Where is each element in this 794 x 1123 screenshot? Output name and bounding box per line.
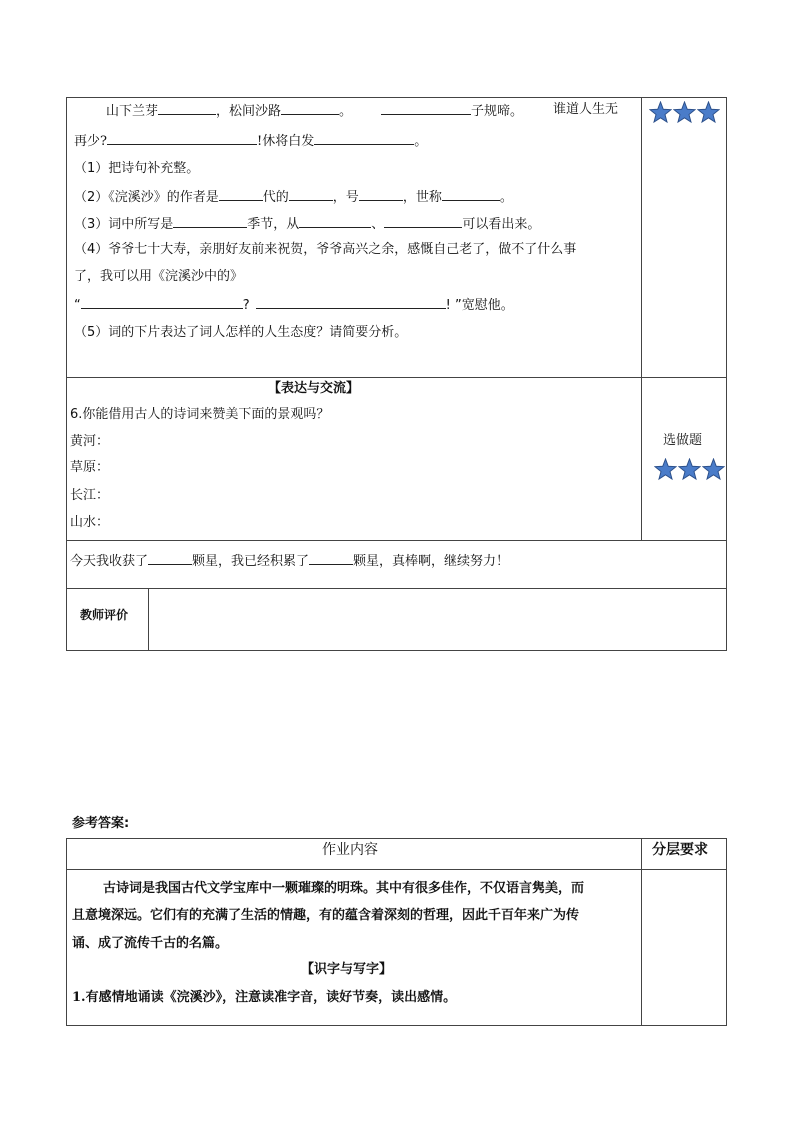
question-2 (74, 188, 513, 206)
question-text: “ (74, 298, 81, 313)
fill-blank[interactable] (107, 132, 257, 145)
fill-blank[interactable] (256, 296, 446, 309)
question-3 (74, 215, 540, 233)
intro-text: 且意境深远。它们有的充满了生活的情趣，有的蕴含着深刻的哲理，因此千百年来广为传 (72, 908, 580, 923)
fill-blank[interactable] (148, 552, 192, 565)
section-heading: 【表达与交流】 (268, 381, 360, 396)
question-text: ，号 (332, 190, 359, 205)
answer-item-1: 1.有感情地诵读《浣溪沙》，注意读准字音，读好节奏，读出感情。 (72, 990, 457, 1005)
teacher-eval-field[interactable] (150, 590, 725, 648)
star-icon (654, 458, 677, 481)
poem-text: 再少? (74, 134, 107, 149)
fill-blank[interactable] (299, 215, 371, 228)
star-icon (678, 458, 701, 481)
column-header-requirement: 分层要求 (652, 842, 708, 858)
intro-text: 古诗词是我国古代文学宝库中一颗璀璨的明珠。其中有很多佳作，不仅语言隽美，而 (103, 881, 585, 896)
question-4: （4）爷爷七十大寿，亲朋好友前来祝贺，爷爷高兴之余，感慨自己老了，做不了什么事 (74, 242, 577, 257)
question-text: 、 (371, 217, 385, 232)
item-grassland: 草原： (70, 460, 110, 475)
fill-blank[interactable] (314, 132, 414, 145)
poem-text: 。 (339, 104, 353, 119)
poem-text: 。 (414, 134, 428, 149)
summary-text: 颗星，我已经积累了 (192, 554, 310, 569)
fill-blank[interactable] (173, 215, 247, 228)
optional-label: 选做题 (663, 433, 703, 448)
question-text: 。 (499, 190, 513, 205)
item-yellow-river: 黄河： (70, 434, 110, 449)
poem-text: !休将白发 (256, 134, 315, 149)
fill-blank[interactable] (219, 188, 263, 201)
section-heading: 【识字与写字】 (301, 962, 393, 977)
summary-line (70, 552, 509, 570)
star-icon (697, 101, 720, 124)
fill-blank[interactable] (359, 188, 403, 201)
item-yangtze: 长江： (70, 488, 110, 503)
fill-blank[interactable] (442, 188, 500, 201)
question-1: （1）把诗句补充整。 (74, 161, 200, 176)
question-4-line-2: 了，我可以用《浣溪沙中的》 (74, 269, 244, 284)
rating-stars (654, 458, 726, 485)
question-6: 6.你能借用古人的诗词来赞美下面的景观吗？ (70, 407, 330, 422)
fill-blank[interactable] (81, 296, 243, 309)
poem-text: 山下兰芽 (106, 104, 159, 119)
question-text: ? (242, 298, 250, 313)
fill-blank[interactable] (158, 102, 216, 115)
question-text: ! ”宽慰他。 (445, 298, 514, 313)
poem-line-2 (74, 132, 427, 150)
question-text: ，世称 (402, 190, 442, 205)
column-header-content: 作业内容 (322, 842, 378, 858)
summary-text: 今天我收获了 (70, 554, 149, 569)
question-5: （5）词的下片表达了词人怎样的人生态度？请简要分析。 (74, 325, 408, 340)
poem-text: 谁道人生无 (553, 102, 619, 117)
fill-blank[interactable] (289, 188, 333, 201)
answers-title: 参考答案: (72, 816, 130, 831)
star-icon (702, 458, 725, 481)
question-text: （3）词中所写是 (74, 217, 174, 232)
poem-text: 子规啼。 (471, 104, 524, 119)
fill-blank[interactable] (309, 552, 353, 565)
fill-blank[interactable] (281, 102, 339, 115)
star-icon (649, 101, 672, 124)
question-4-line-3 (74, 296, 514, 314)
question-text: 季节，从 (247, 217, 300, 232)
poem-line-1 (106, 102, 352, 120)
summary-text: 颗星，真棒啊，继续努力！ (353, 554, 510, 569)
poem-text: ，松间沙路 (216, 104, 282, 119)
question-text: （2）《浣溪沙》的作者是 (74, 190, 219, 205)
question-text: 可以看出来。 (462, 217, 541, 232)
teacher-eval-label: 教师评价 (80, 608, 129, 622)
intro-text: 诵、成了流传千古的名篇。 (72, 936, 229, 951)
question-text: 代的 (262, 190, 289, 205)
fill-blank[interactable] (384, 215, 462, 228)
star-icon (673, 101, 696, 124)
poem-line-1-b (381, 102, 523, 120)
item-landscape: 山水： (70, 515, 110, 530)
rating-stars (649, 101, 721, 128)
fill-blank[interactable] (381, 102, 471, 115)
